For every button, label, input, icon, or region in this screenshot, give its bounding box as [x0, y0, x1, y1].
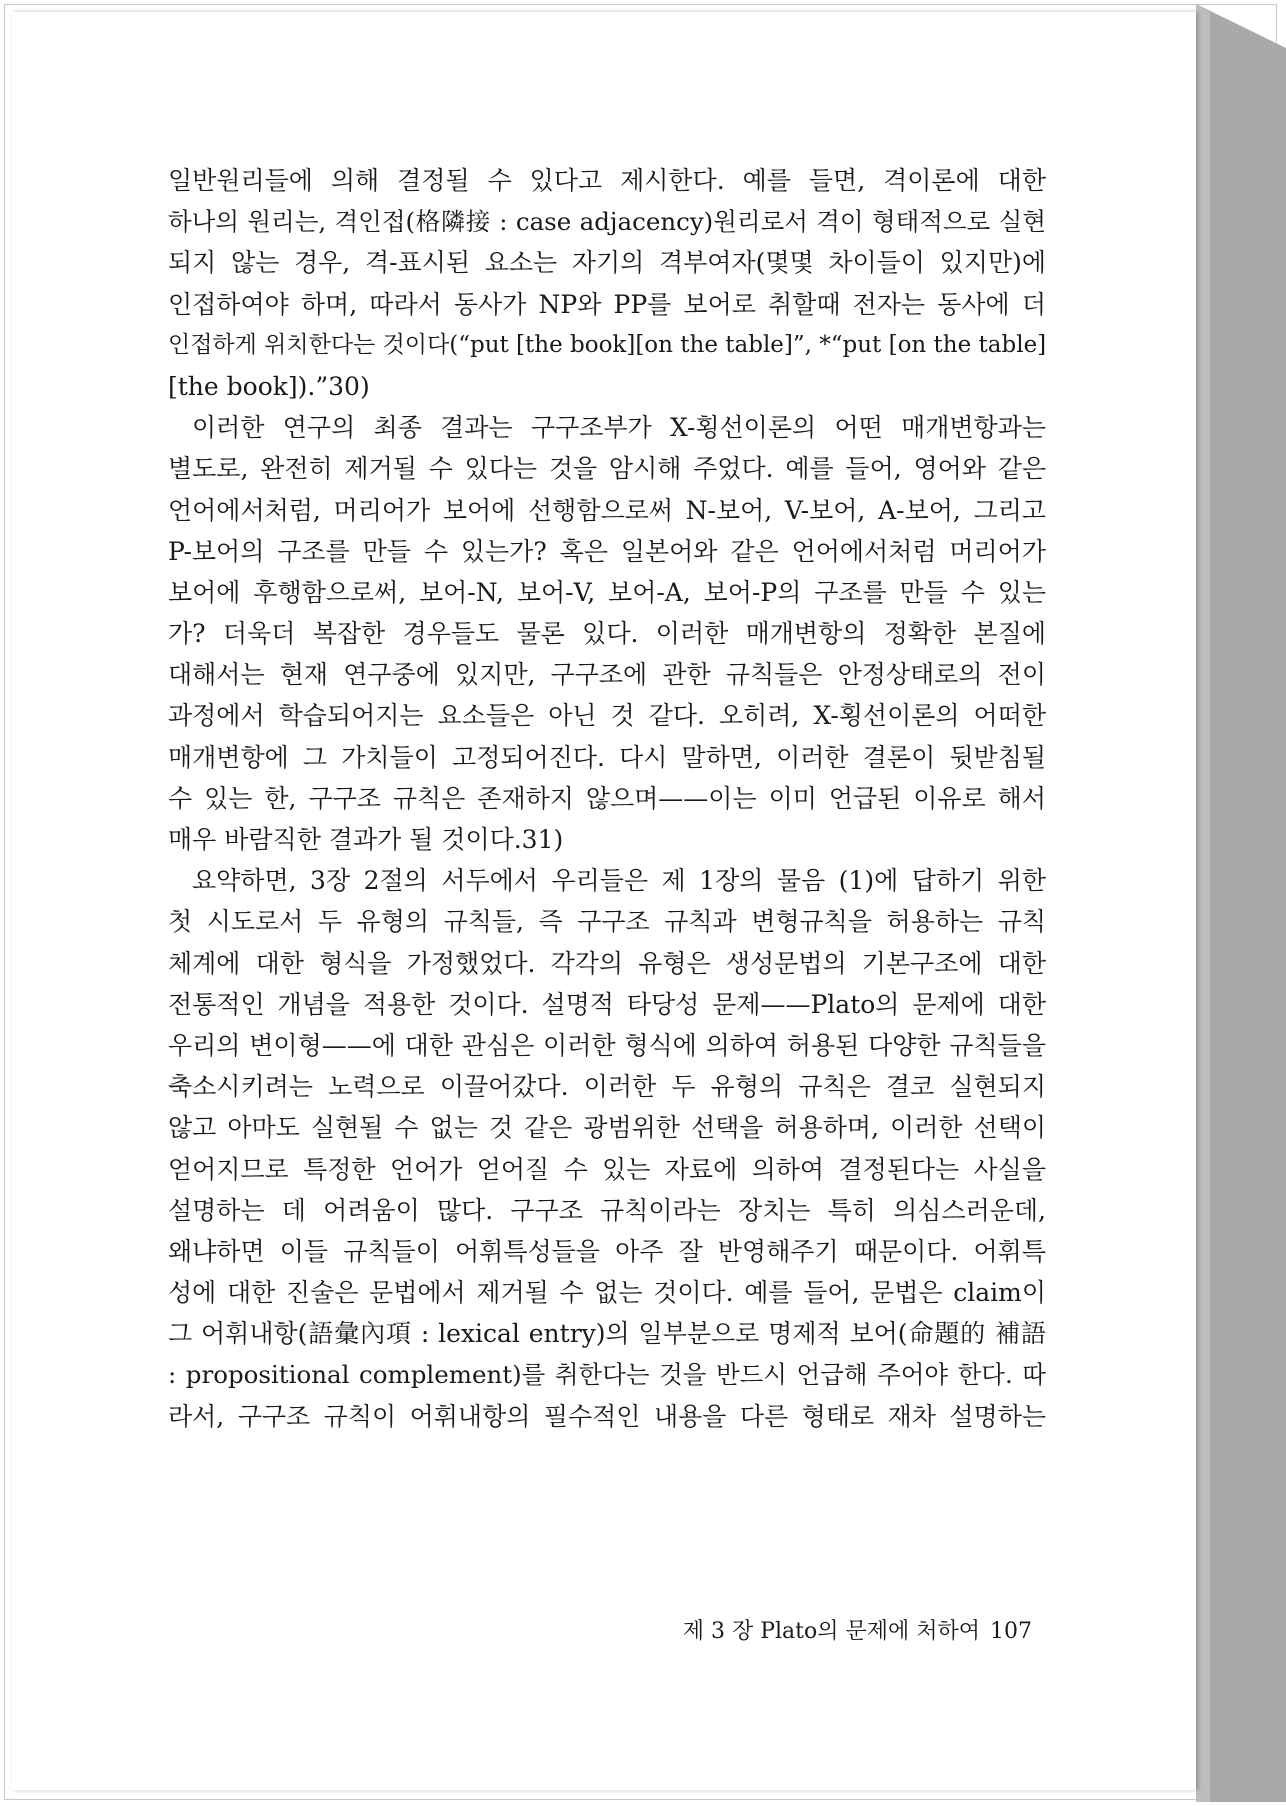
text-line: 얻어지므로 특정한 언어가 얻어질 수 있는 자료에 의하여 결정된다는 사실을	[168, 1154, 1046, 1184]
text-line: 가? 더욱더 복잡한 경우들도 물론 있다. 이러한 매개변항의 정확한 본질에	[168, 619, 1046, 649]
text-line: 축소시키려는 노력으로 이끌어갔다. 이러한 두 유형의 규칙은 결코 실현되지	[168, 1072, 1046, 1102]
page-number: 107	[990, 1619, 1032, 1644]
text-line: 대해서는 현재 연구중에 있지만, 구구조에 관한 규칙들은 안정상태로의 전이	[168, 660, 1046, 690]
text-line: 이러한 연구의 최종 결과는 구구조부가 X-횡선이론의 어떤 매개변항과는	[192, 413, 1046, 443]
text-line: 하나의 원리는, 격인접(格隣接 : case adjacency)원리로서 격이 형태적으로 실현	[168, 207, 1046, 237]
text-line: 언어에서처럼, 머리어가 보어에 선행함으로써 N-보어, V-보어, A-보어, 그리고	[168, 495, 1046, 525]
text-line: 설명하는 데 어려움이 많다. 구구조 규칙이라는 장치는 특히 의심스러운데,	[168, 1195, 1046, 1225]
text-line: 왜냐하면 이들 규칙들이 어휘특성들을 아주 잘 반영해주기 때문이다. 어휘특	[168, 1236, 1046, 1266]
text-line: 첫 시도로서 두 유형의 규칙들, 즉 구구조 규칙과 변형규칙을 허용하는 규칙	[168, 907, 1046, 937]
text-line: 라서, 구구조 규칙이 어휘내항의 필수적인 내용을 다른 형태로 재차 설명하는	[168, 1401, 1046, 1431]
text-line: 우리의 변이형——에 대한 관심은 이러한 형식에 의하여 허용된 다양한 규칙들을	[168, 1030, 1046, 1060]
text-line: P-보어의 구조를 만들 수 있는가? 혹은 일본어와 같은 언어에서처럼 머리어가	[168, 536, 1046, 566]
text-line: 인접하게 위치한다는 것이다(“put [the book][on the table]”, *“put [on the table]	[168, 331, 1046, 358]
text-line: 않고 아마도 실현될 수 없는 것 같은 광범위한 선택을 허용하며, 이러한 선택이	[168, 1113, 1046, 1143]
book-edge	[1196, 4, 1286, 1802]
text-line: 그 어휘내항(語彙內項 : lexical entry)의 일부분으로 명제적 보어(命題的 補語	[168, 1319, 1046, 1349]
text-line: 별도로, 완전히 제거될 수 있다는 것을 암시해 주었다. 예를 들어, 영어와 같은	[168, 454, 1046, 484]
text-line: 인접하여야 하며, 따라서 동사가 NP와 PP를 보어로 취할때 전자는 동사에 더	[168, 289, 1046, 319]
text-line: 체계에 대한 형식을 가정했었다. 각각의 유형은 생성문법의 기본구조에 대한	[168, 948, 1046, 978]
text-line: 매우 바람직한 결과가 될 것이다.31)	[168, 825, 564, 854]
body-text	[168, 160, 1046, 1437]
text-line: 일반원리들에 의해 결정될 수 있다고 제시한다. 예를 들면, 격이론에 대한	[168, 166, 1046, 195]
text-line: 되지 않는 경우, 격-표시된 요소는 자기의 격부여자(몇몇 차이들이 있지만)에	[168, 248, 1046, 278]
text-line: 매개변항에 그 가치들이 고정되어진다. 다시 말하면, 이러한 결론이 뒷받침될	[168, 742, 1046, 772]
page-footer	[632, 1614, 1032, 1645]
book-page	[12, 12, 1196, 1790]
text-line: 요약하면, 3장 2절의 서두에서 우리들은 제 1장의 물음 (1)에 답하기 위한	[192, 866, 1046, 896]
text-line: 성에 대한 진술은 문법에서 제거될 수 없는 것이다. 예를 들어, 문법은 claim이	[168, 1278, 1046, 1308]
running-title: 제 3 장 Plato의 문제에 처하여	[682, 1619, 980, 1644]
text-line: 수 있는 한, 구구조 규칙은 존재하지 않으며——이는 이미 언급된 이유로 해서	[168, 783, 1046, 813]
text-line: 과정에서 학습되어지는 요소들은 아닌 것 같다. 오히려, X-횡선이론의 어떠한	[168, 701, 1046, 731]
text-line: 보어에 후행함으로써, 보어-N, 보어-V, 보어-A, 보어-P의 구조를 만들 수 있는	[168, 577, 1046, 607]
text-line: : propositional complement)를 취한다는 것을 반드시 언급해 주어야 한다. 따	[168, 1360, 1046, 1390]
text-line: [the book]).”30)	[168, 371, 370, 401]
text-line: 전통적인 개념을 적용한 것이다. 설명적 타당성 문제——Plato의 문제에 대한	[168, 989, 1046, 1019]
